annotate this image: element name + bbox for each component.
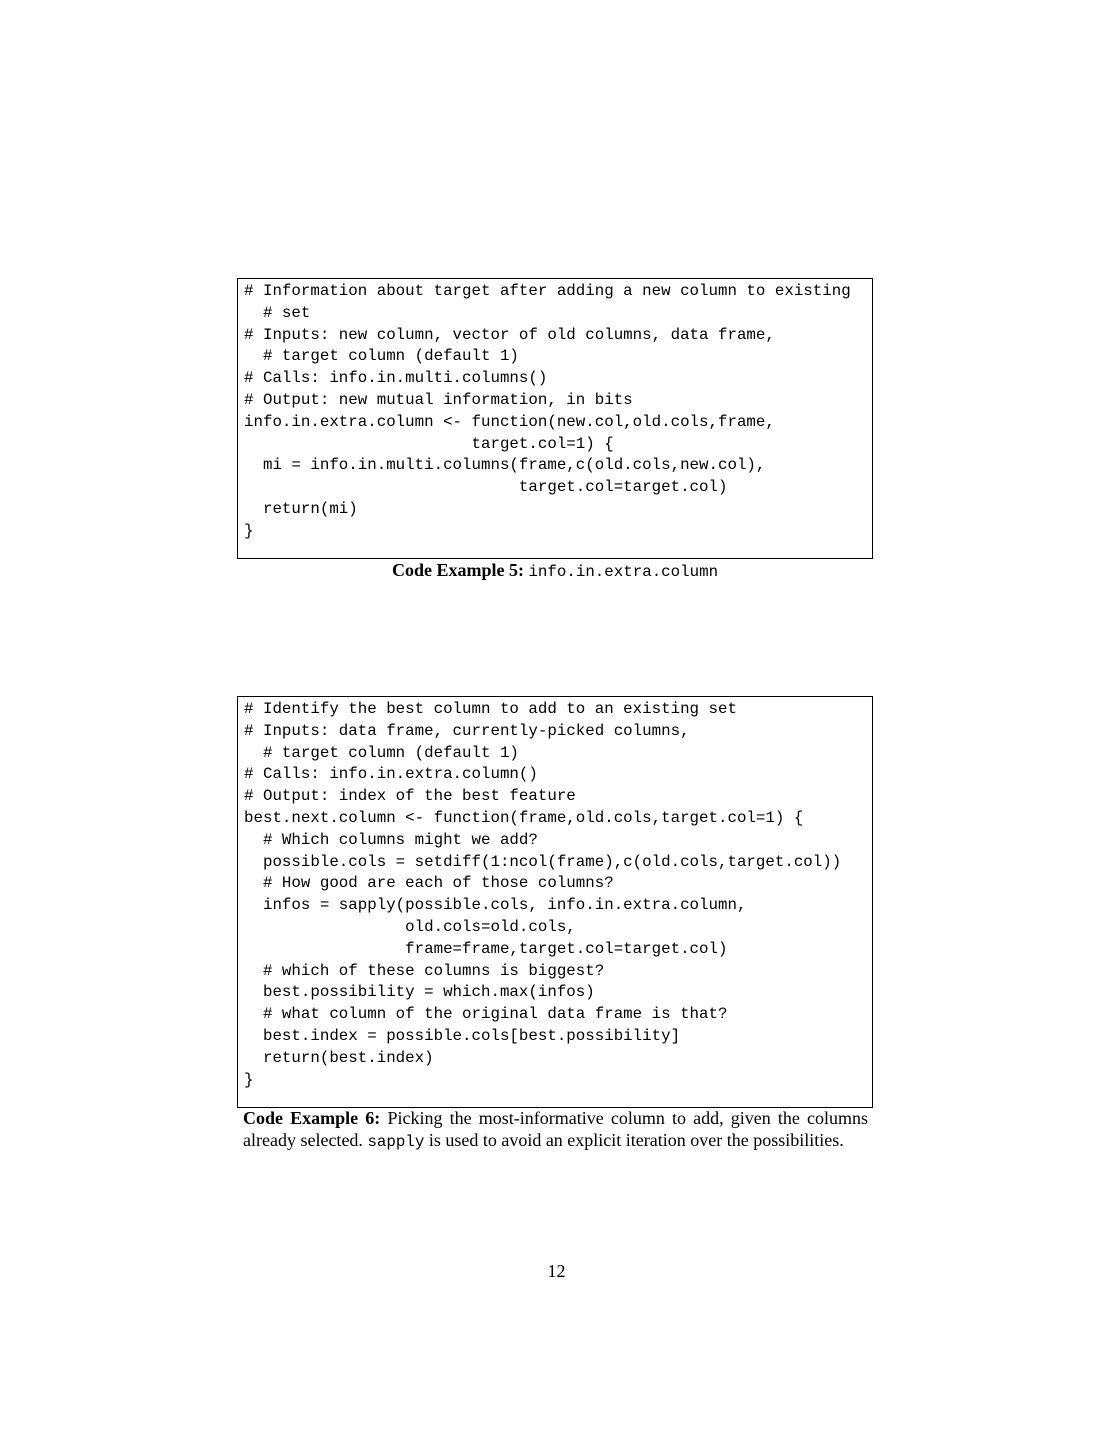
code-line: # Identify the best column to add to an existing set: [244, 700, 737, 718]
code-line: target.col=1) {: [244, 434, 614, 453]
code-example-6-caption: [243, 1108, 868, 1153]
code-line: # Information about target after adding a new column to existing: [244, 282, 851, 300]
code-line: best.index = possible.cols[best.possibility]: [244, 1026, 681, 1045]
page-number: 12: [547, 1261, 566, 1281]
caption-text: is used to avoid an explicit iteration over the possibilities.: [428, 1129, 844, 1150]
code-line: info.in.extra.column <- function(new.col,old.cols,frame,: [244, 412, 775, 431]
code-line: return(mi): [244, 499, 358, 518]
code-line: # what column of the original data frame is that?: [244, 1005, 728, 1024]
code-line: # Calls: info.in.multi.columns(): [244, 369, 548, 388]
code-line: # target column (default 1): [244, 743, 519, 762]
code-line: frame=frame,target.col=target.col): [244, 939, 728, 958]
code-example-6-listing: [237, 696, 873, 1108]
code-line: mi = info.in.multi.columns(frame,c(old.cols,new.col),: [244, 456, 766, 475]
code-line: # target column (default 1): [244, 347, 519, 366]
code-example-5-listing: [237, 278, 873, 559]
code-line: # How good are each of those columns?: [244, 874, 614, 893]
code-line: # Output: new mutual information, in bits: [244, 390, 633, 409]
code-line: # Inputs: new column, vector of old columns, data frame,: [244, 325, 775, 344]
caption-text: Picking the most-informative column to add, given the columns already selected.: [243, 1108, 869, 1150]
caption-label: Code Example 5:: [391, 560, 524, 580]
caption-label: Code Example 6:: [243, 1108, 381, 1128]
code-line: # set: [244, 303, 311, 322]
code-line: }: [244, 1070, 254, 1089]
code-line: # Inputs: data frame, currently-picked columns,: [244, 721, 690, 740]
code-line: }: [244, 521, 254, 540]
code-line: best.possibility = which.max(infos): [244, 983, 595, 1002]
code-line: # Output: index of the best feature: [244, 787, 576, 806]
caption-function-name: info.in.extra.column: [528, 563, 719, 581]
code-line: infos = sapply(possible.cols, info.in.extra.column,: [244, 896, 747, 915]
code-line: possible.cols = setdiff(1:ncol(frame),c(old.cols,target.col)): [244, 852, 842, 871]
caption-code: sapply: [367, 1132, 425, 1151]
code-line: old.cols=old.cols,: [244, 917, 576, 936]
code-example-5-caption: [237, 560, 873, 584]
code-line: # Calls: info.in.extra.column(): [244, 765, 538, 784]
code-line: best.next.column <- function(frame,old.cols,target.col=1) {: [244, 808, 804, 827]
code-line: target.col=target.col): [244, 478, 728, 497]
code-line: # Which columns might we add?: [244, 830, 538, 849]
code-line: return(best.index): [244, 1048, 434, 1067]
code-line: # which of these columns is biggest?: [244, 961, 605, 980]
